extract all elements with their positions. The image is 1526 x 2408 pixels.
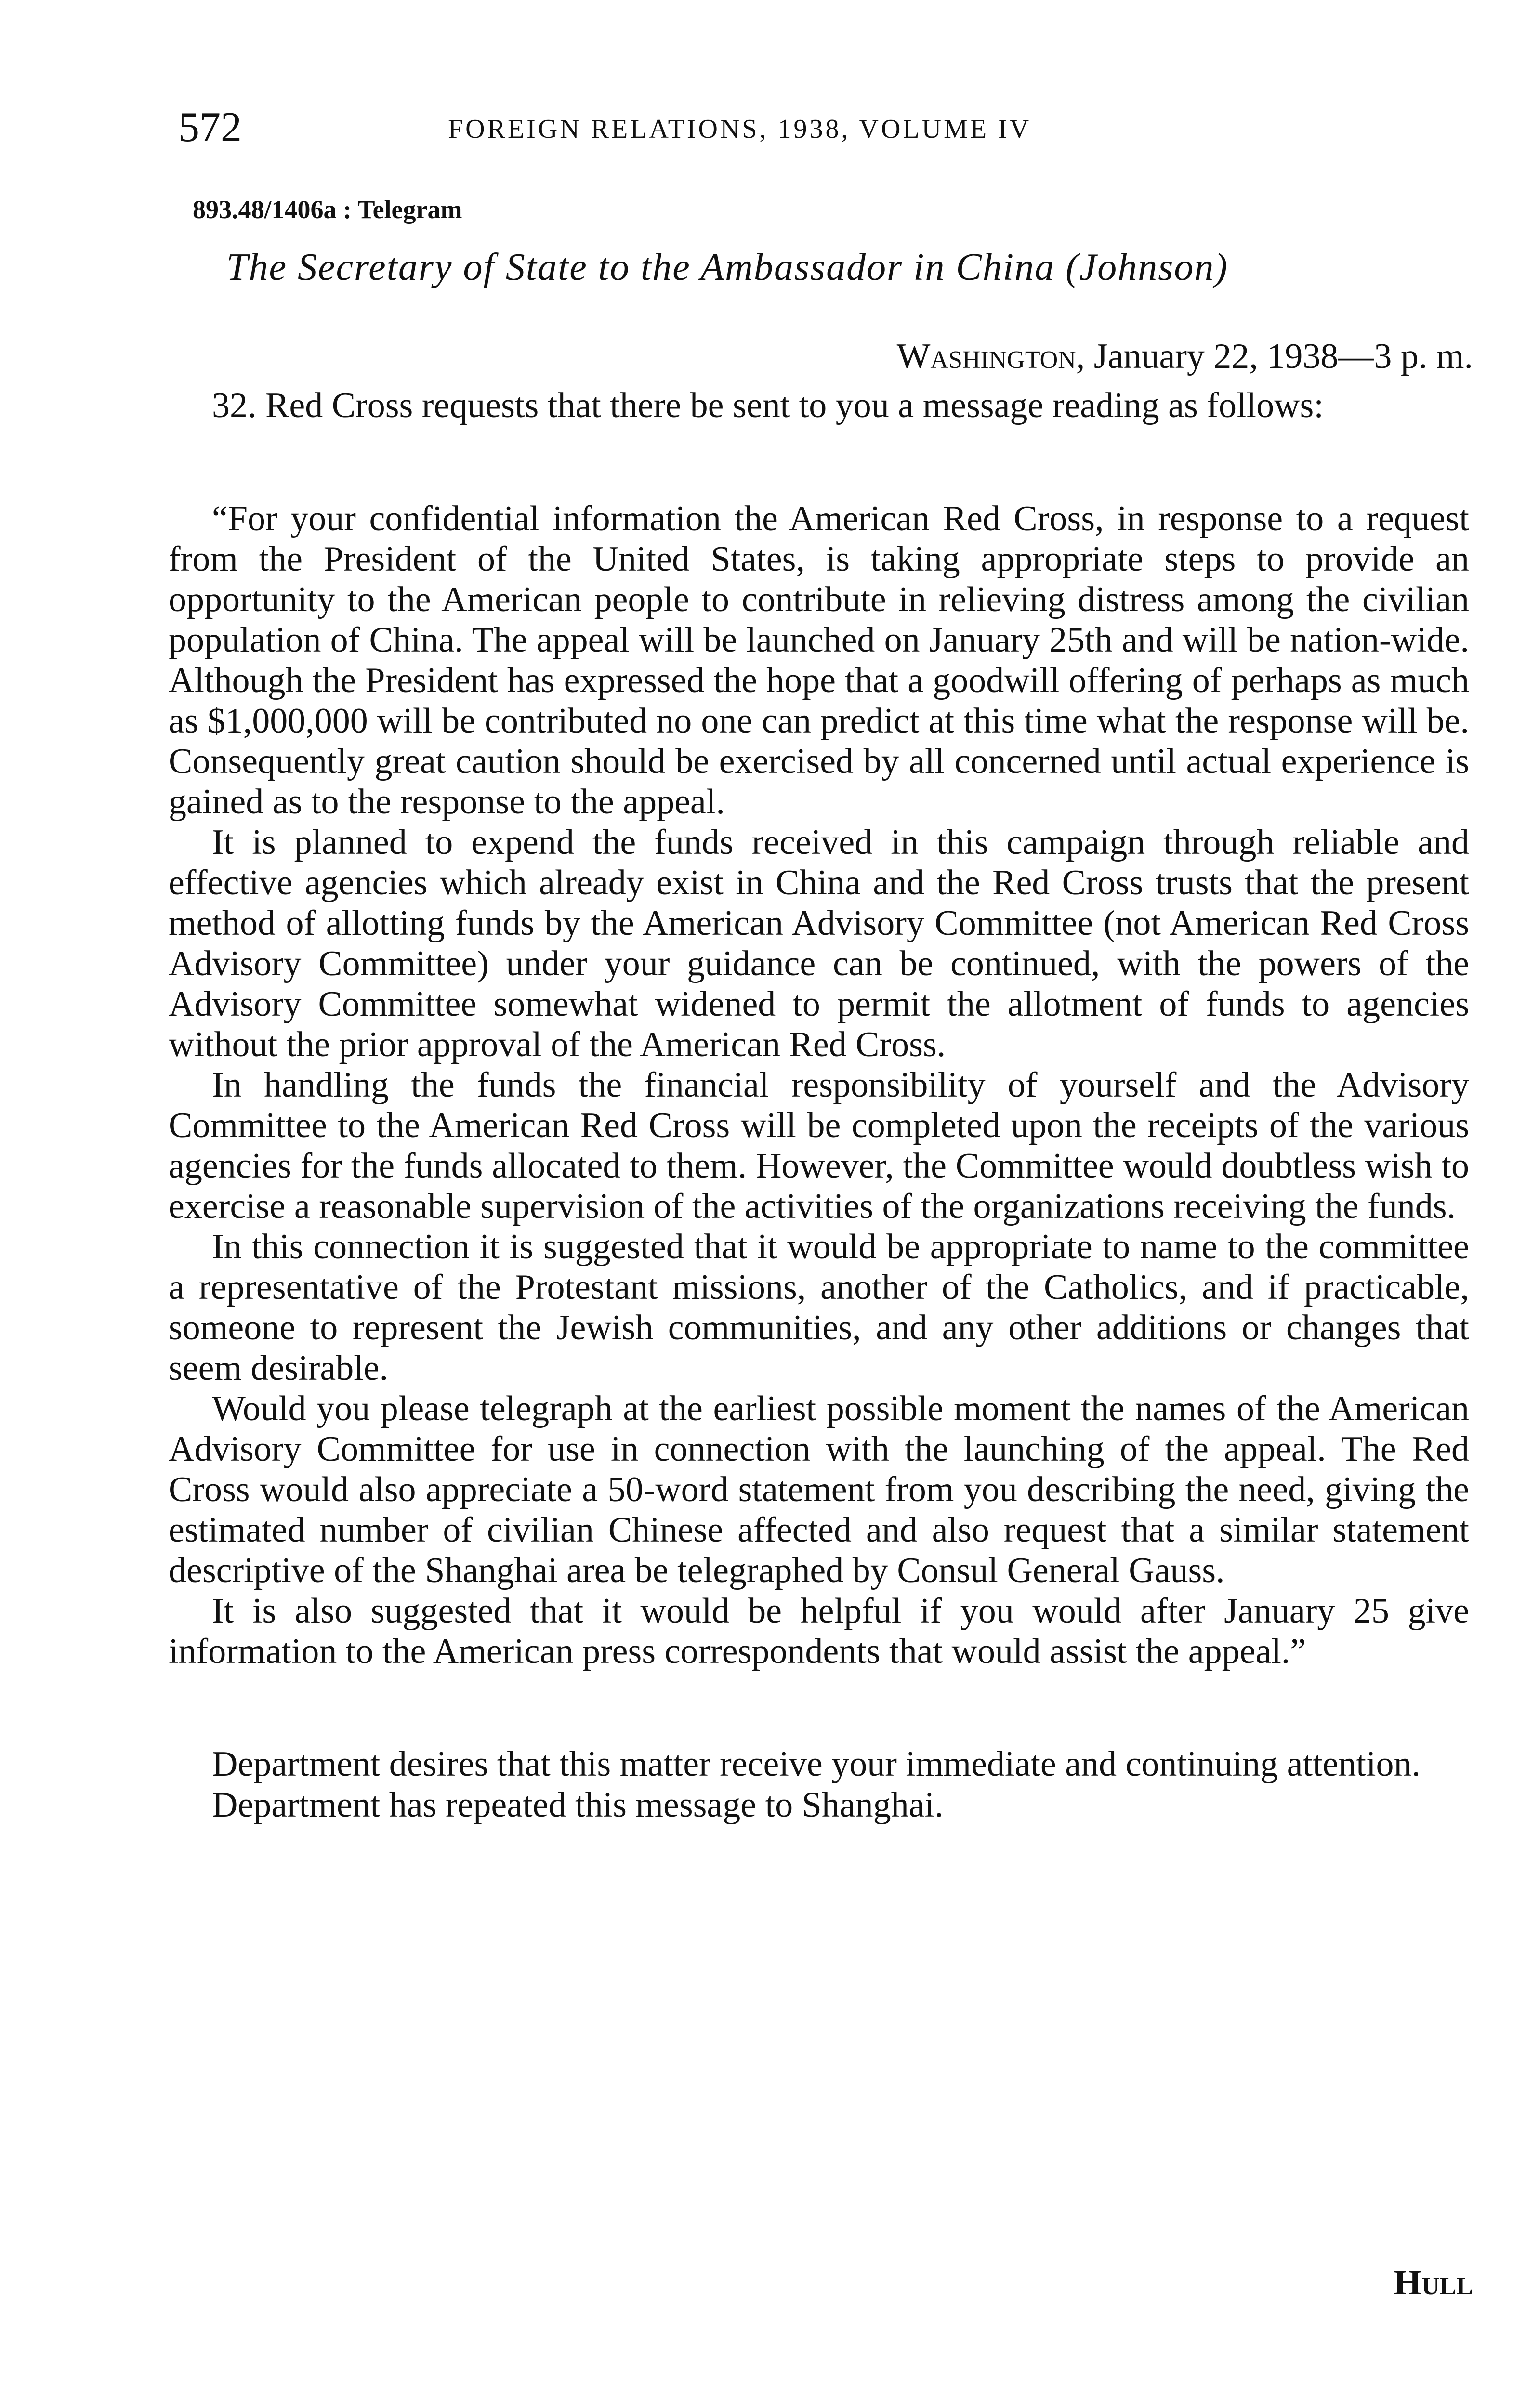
quoted-message [169, 498, 1469, 1672]
closing-paragraph: Department has repeated this message to Shanghai. [212, 1785, 944, 1825]
document-title: The Secretary of State to the Ambassador in China (Johnson) [226, 246, 1229, 288]
quote-paragraph: “For your confidential information the American Red Cross, in response to a request from the President of the United States, is taking appropriate steps to provide an opportunity to the American people to contribute in relieving distress among the civilian population of China. The appeal will be launched on January 25th and will be nation-wide. Although the President has expressed the hope that a goodwill offering of perhaps as much as $1,000,000 will be contributed no one can predict at this time what the response will be. Consequently great caution should be exercised by all concerned until actual experience is gained as to the response to the appeal. [169, 499, 1469, 822]
quote-paragraph: It is planned to expend the funds received in this campaign through reliable and effective agencies which already exist in China and the Red Cross trusts that the present method of allotting funds by the American Advisory Committee (not American Red Cross Advisory Committee) under your guidance can be continued, with the powers of the Advisory Committee somewhat widened to permit the allotment of funds to agencies without the prior approval of the American Red Cross. [169, 823, 1469, 1064]
quote-paragraph: It is also suggested that it would be helpful if you would after January 25 give information to the American press correspondents that would assist the appeal.” [169, 1591, 1469, 1671]
intro-paragraph: 32. Red Cross requests that there be sent to you a message reading as follows: [212, 386, 1324, 425]
dateline [897, 332, 1473, 380]
telegram-body [169, 385, 1469, 1826]
signature: Hull [1394, 2263, 1473, 2303]
dateline-date: January 22, 1938—3 p. m. [1085, 337, 1473, 376]
dateline-place: Washington, [896, 337, 1085, 376]
quote-paragraph: In handling the funds the financial responsibility of yourself and the Advisory Committee to the American Red Cross will be completed upon the receipts of the various agencies for the funds allocated to them. However, the Committee would doubtless wish to exercise a reasonable supervision of the activities of the organizations receiving the funds. [169, 1065, 1469, 1226]
quote-paragraph: In this connection it is suggested that it would be appropriate to name to the committee a representative of the Protestant missions, another of the Catholics, and if practicable, someone to represent the Jewish communities, and any other additions or changes that seem desirable. [169, 1227, 1469, 1388]
quote-paragraph: Would you please telegraph at the earliest possible moment the names of the American Advisory Committee for use in connection with the launching of the appeal. The Red Cross would also appreciate a 50-word statement from you describing the need, giving the estimated number of civilian Chinese affected and also request that a similar statement descriptive of the Shanghai area be telegraphed by Consul General Gauss. [169, 1389, 1469, 1590]
page-number: 572 [178, 104, 242, 151]
file-reference: 893.48/1406a : Telegram [193, 195, 462, 224]
running-title: FOREIGN RELATIONS, 1938, VOLUME IV [448, 114, 1032, 144]
running-head [178, 101, 1474, 159]
closing-paragraph: Department desires that this matter receive your immediate and continuing attention. [212, 1744, 1421, 1784]
